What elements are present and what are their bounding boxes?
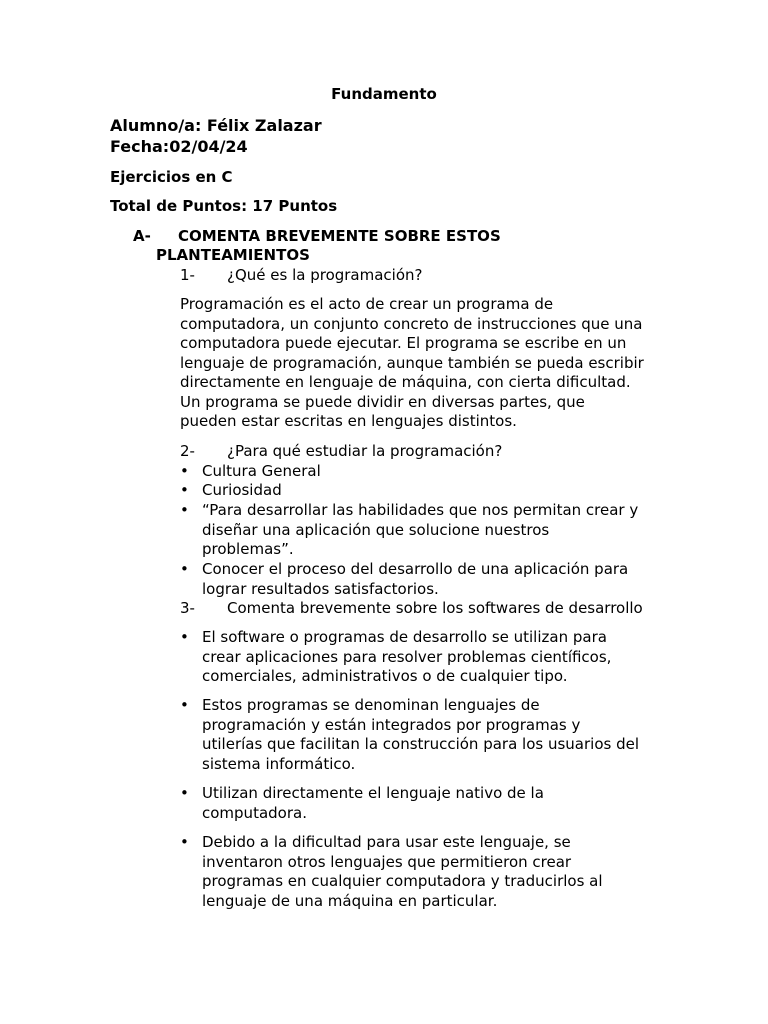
total-points: Total de Puntos: 17 Puntos [110,197,338,215]
list-item-text: lograr resultados satisfactorios. [202,579,439,598]
bullet-icon: • [180,784,189,802]
bullet-icon: • [180,628,189,646]
answer-line: computadora puede ejecutar. El programa se escribe en un [180,334,627,352]
document-title: Fundamento [331,85,437,103]
bullet-icon: • [180,481,189,499]
list-item-text: diseñar una aplicación que solucione nuestros [202,520,550,539]
list-item-text: Estos programas se denominan lenguajes de [202,696,540,714]
list-item-text: utilerías que facilitan la construcción para los usuarios del [202,735,639,753]
bullet-icon: • [180,696,189,714]
question-number: 1- [180,266,195,284]
list-item-text: programación y están integrados por programas y [202,715,581,734]
list-item-text: programas en cualquier computadora y traducirlos al [202,872,603,890]
list-item-text: problemas”. [202,540,294,558]
list-item-text: El software o programas de desarrollo se utilizan para [202,628,607,646]
bullet-icon: • [180,501,189,519]
student-name: Alumno/a: Félix Zalazar [110,116,322,135]
answer-line: computadora, un conjunto concreto de instrucciones que una [180,314,643,333]
answer-line: pueden estar escritas en lenguajes distintos. [180,412,517,430]
list-item-text: Conocer el proceso del desarrollo de una aplicación para [202,560,629,578]
question-text: ¿Qué es la programación? [227,266,423,284]
list-item-text: Utilizan directamente el lenguaje nativo de la [202,784,544,802]
list-item-text: inventaron otros lenguajes que permitieron crear [202,852,572,871]
section-letter: A- [133,227,151,245]
list-item-text: Cultura General [202,462,321,480]
list-item-text: comerciales, administrativos o de cualquier tipo. [202,667,568,685]
bullet-icon: • [180,560,189,578]
answer-line: Un programa se puede dividir en diversas partes, que [180,392,585,411]
question-number: 3- [180,599,195,617]
section-heading-line1: COMENTA BREVEMENTE SOBRE ESTOS [178,227,501,245]
date-line: Fecha:02/04/24 [110,137,248,156]
answer-line: Programación es el acto de crear un programa de [180,295,554,313]
answer-1-paragraph [180,295,670,432]
answer-line: directamente en lenguaje de máquina, con cierta dificultad. [180,373,631,391]
list-item-text: “Para desarrollar las habilidades que nos permitan crear y [202,501,639,519]
subject-line: Ejercicios en C [110,168,233,186]
question-text: ¿Para qué estudiar la programación? [227,442,503,460]
list-item-text: computadora. [202,803,307,822]
question-number: 2- [180,442,195,460]
answer-line: lenguaje de programación, aunque también se pueda escribir [180,353,644,372]
bullet-icon: • [180,833,189,851]
list-item-text: crear aplicaciones para resolver problemas científicos, [202,647,612,666]
list-item-text: lenguaje de una máquina en particular. [202,891,498,910]
question-text: Comenta brevemente sobre los softwares de desarrollo [227,599,643,617]
list-item-text: Curiosidad [202,481,282,499]
list-item-text: sistema informático. [202,754,356,773]
bullet-icon: • [180,462,189,480]
list-item-text: Debido a la dificultad para usar este lenguaje, se [202,833,571,851]
section-heading-line2: PLANTEAMIENTOS [156,246,310,264]
